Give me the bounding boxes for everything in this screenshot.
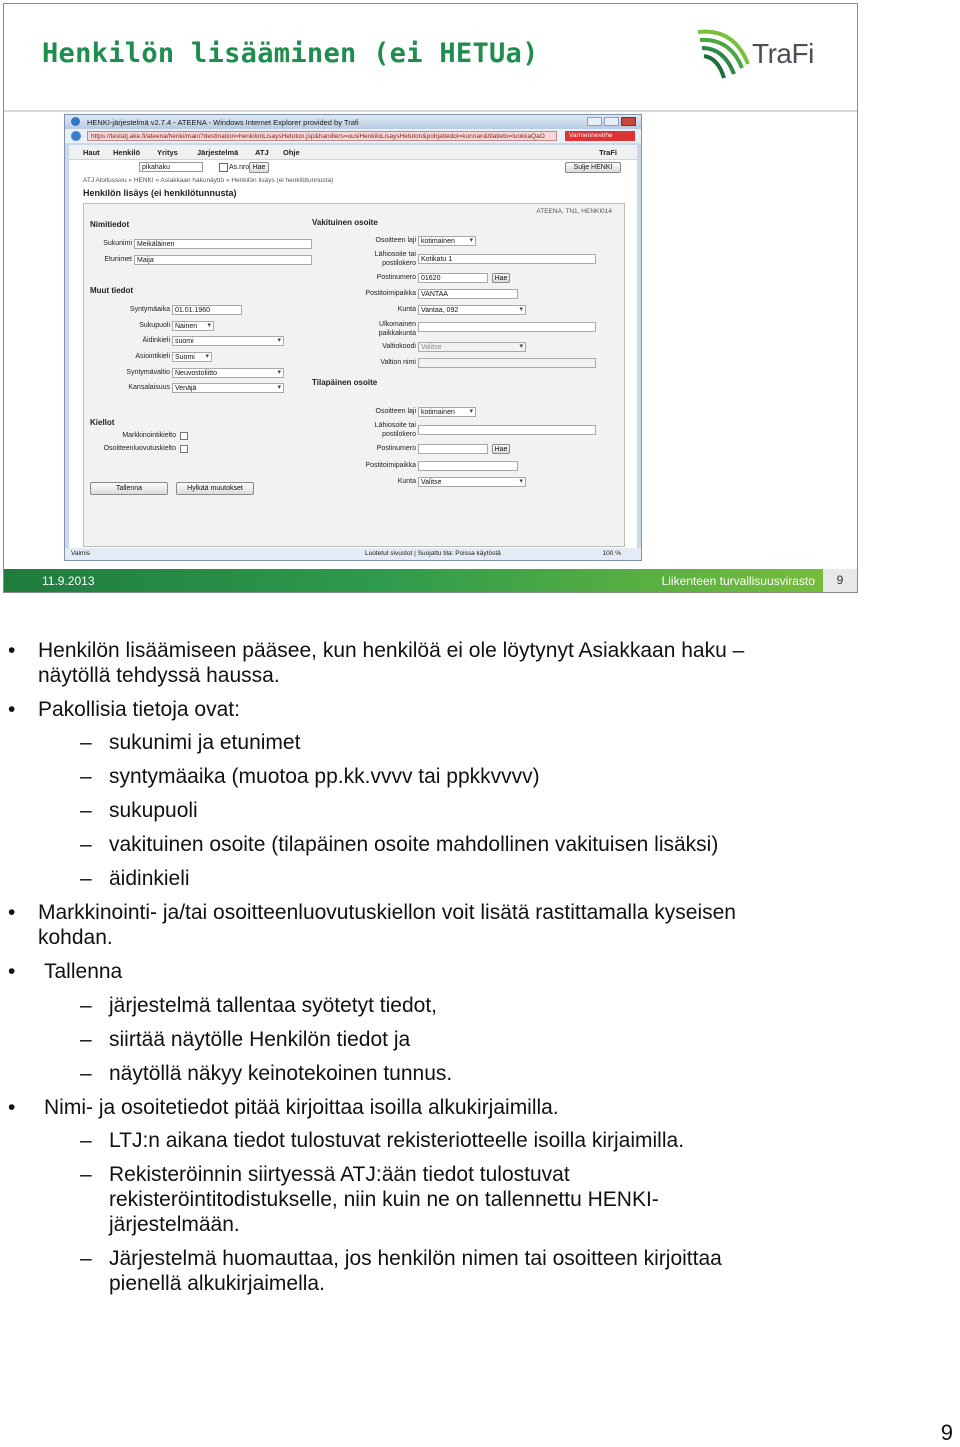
section-kiellot: Kiellot [90, 418, 115, 427]
screen-id: ATEENA, TN1, HENKI014 [536, 208, 612, 215]
note-bullet-4 [8, 959, 828, 984]
menu-atj[interactable]: ATJ [255, 148, 269, 157]
browser-page [69, 145, 637, 548]
footer-page-number: 9 [823, 569, 857, 592]
vak-laji-select[interactable]: kotimainen ▾ [418, 236, 476, 246]
quick-search-button[interactable]: Hae [249, 162, 269, 173]
note-text: Henkilön lisäämiseen pääsee, kun henkilöä ei ole löytynyt Asiakkaan haku – näytöllä tehdyssä haussa. [38, 639, 745, 687]
note-bullet-2 [8, 697, 828, 722]
breadcrumb: ATJ Aloitussivu » HENKI » Asiakkaan hakunäyttö » Henkilön lisäys (ei henkilötunnusta) [83, 177, 334, 184]
osoitteenluovutuskielto-checkbox[interactable] [180, 445, 188, 453]
til-postinumero-input[interactable] [418, 444, 488, 454]
footer-date: 11.9.2013 [42, 574, 95, 588]
note-subitem: – äidinkieli [80, 867, 190, 890]
browser-titlebar [65, 115, 641, 129]
ie-icon [71, 117, 80, 126]
vak-ulkomainen-input[interactable] [418, 322, 596, 332]
close-henki-button[interactable]: Sulje HENKI [565, 162, 621, 173]
bullet-marker: • [8, 901, 16, 924]
note-subitem: – Rekisteröinnin siirtyessä ATJ:ään tiedot tulostuvat rekisteröintitodistukselle, niin kuin ne on tallennettu HENKI- järjestelmään. [80, 1163, 659, 1236]
note-subitem: – näytöllä näkyy keinotekoinen tunnus. [80, 1062, 453, 1085]
vak-ulkomainen-label: Ulkomainen paikkakunta [378, 321, 416, 337]
syntymavaltio-select[interactable]: Neuvostoliitto ▾ [172, 368, 284, 378]
back-icon[interactable] [71, 131, 81, 141]
menu-henkilo[interactable]: Henkilö [113, 148, 141, 157]
note-subitem: – LTJ:n aikana tiedot tulostuvat rekisteriotteelle isoilla kirjaimilla. [80, 1129, 685, 1152]
menu-jarjestelma[interactable]: Järjestelmä [197, 148, 239, 157]
person-form [83, 203, 625, 547]
note-subitem: – sukupuoli [80, 799, 198, 822]
til-postitoimipaikka-label: Postitoimipaikka [365, 462, 416, 469]
address-bar [65, 129, 641, 143]
url-input[interactable]: https://testatj.ake.fi/ateena/henki/main?destination=henkilonLisaysHetuton.jsp&handlers=uusiHenkiloLisaysHetuton&pohjatiedot=kunnan&tilatieto=luokkaQaO [87, 131, 557, 141]
trafi-logo [694, 26, 834, 82]
kansalaisuus-label: Kansalaisuus [128, 384, 170, 391]
til-kunta-select[interactable]: Valitse ▾ [418, 477, 526, 487]
bullet-marker: • [8, 698, 16, 721]
section-nimitiedot: Nimitiedot [90, 220, 130, 229]
footer-agency: Liikenteen turvallisuusvirasto [661, 574, 815, 588]
aidinkieli-select[interactable]: suomi ▾ [172, 336, 284, 346]
app-menubar [69, 145, 637, 160]
bullet-marker: • [8, 960, 16, 983]
vak-kunta-select[interactable]: Vantaa, 092 ▾ [418, 305, 526, 315]
syntymaaika-input[interactable]: 01.01.1960 [172, 305, 242, 315]
security-zone: Luotetut sivustot | Suojattu tila: Poissa käytöstä [365, 550, 501, 557]
osoitteenluovutuskielto-label: Osoitteenluovutuskielto [103, 445, 176, 452]
bullet-marker: • [8, 639, 16, 662]
vak-lahiosoite-input[interactable]: Kotikatu 1 [418, 254, 596, 264]
page-heading: Henkilön lisäys (ei henkilötunnusta) [83, 188, 237, 198]
asnro-checkbox[interactable] [219, 163, 228, 172]
vak-postitoimipaikka-input[interactable]: VANTAA [418, 289, 518, 299]
til-laji-select[interactable]: kotimainen ▾ [418, 407, 476, 417]
vak-lahiosoite-label: Lähiosoite tai postilokero [374, 251, 416, 267]
vak-valtion-nimi-label: Valtion nimi [380, 359, 416, 366]
note-text: Markkinointi- ja/tai osoitteenluovutuskiellon voit lisätä rastittamalla kyseisen kohdan. [38, 901, 736, 949]
note-subitem: – syntymäaika (muotoa pp.kk.vvvv tai ppkkvvvv) [80, 765, 540, 788]
logo-text: TraFi [752, 38, 814, 69]
section-vakituinen-osoite: Vakituinen osoite [312, 218, 378, 227]
trafi-mini-logo: TraFi [599, 148, 617, 157]
zoom-level[interactable]: 100 % [602, 550, 621, 557]
window-controls [585, 117, 637, 127]
slide-footer [4, 569, 857, 592]
vak-laji-label: Osoitteen laji [375, 237, 416, 244]
vak-postinumero-input[interactable]: 01620 [418, 273, 488, 283]
til-laji-label: Osoitteen laji [375, 408, 416, 415]
minimize-button[interactable] [587, 117, 602, 126]
til-lahiosoite-input[interactable] [418, 425, 596, 435]
browser-window [64, 114, 642, 561]
section-muut-tiedot: Muut tiedot [90, 286, 134, 295]
vak-hae-button[interactable]: Hae [492, 273, 510, 283]
vak-kunta-label: Kunta [397, 306, 416, 313]
sukupuoli-label: Sukupuoli [139, 322, 170, 329]
syntymavaltio-label: Syntymävaltio [126, 369, 170, 376]
etunimet-label: Etunimet [104, 256, 132, 263]
etunimet-input[interactable]: Maija [134, 255, 312, 265]
slide-title: Henkilön lisääminen (ei HETUa) [42, 38, 539, 69]
note-text: Pakollisia tietoja ovat: [38, 698, 240, 721]
vak-valtiokoodi-select[interactable]: Valitse ▾ [418, 342, 526, 352]
aidinkieli-label: Äidinkieli [142, 337, 170, 344]
note-text: Tallenna [44, 960, 123, 983]
close-window-button[interactable] [621, 117, 636, 126]
asnro-label: As.nro [229, 164, 250, 171]
browser-title: HENKI-järjestelmä v2.7.4 - ATEENA - Windows Internet Explorer provided by Trafi [87, 118, 359, 127]
syntymaaika-label: Syntymäaika [129, 306, 170, 313]
save-button[interactable]: Tallenna [90, 482, 168, 495]
til-kunta-label: Kunta [397, 478, 416, 485]
vak-postinumero-label: Postinumero [376, 274, 416, 281]
browser-statusbar [65, 548, 641, 560]
status-text: Valmis [71, 550, 91, 557]
trafi-swoosh-icon [694, 26, 754, 82]
menu-haut[interactable]: Haut [83, 148, 100, 157]
note-subitem: – vakituinen osoite (tilapäinen osoite mahdollinen vakituisen lisäksi) [80, 833, 719, 856]
note-subitem: – järjestelmä tallentaa syötetyt tiedot, [80, 994, 438, 1017]
til-hae-button[interactable]: Hae [492, 444, 510, 454]
markkinointikielto-checkbox[interactable] [180, 432, 188, 440]
slide [3, 3, 858, 593]
vak-valtiokoodi-label: Valtiokoodi [382, 343, 416, 350]
note-subitem: – siirtää näytölle Henkilön tiedot ja [80, 1028, 411, 1051]
title-divider [4, 110, 857, 112]
quick-search [83, 162, 623, 174]
quick-search-input[interactable]: pikahaku [139, 162, 203, 172]
certificate-error-badge[interactable]: Varmennevirhe [565, 131, 635, 141]
bullet-marker: • [8, 1096, 16, 1119]
asiointikieli-select[interactable]: Suomi ▾ [172, 352, 212, 362]
note-bullet-3 [8, 900, 828, 950]
menu-yritys[interactable]: Yritys [157, 148, 178, 157]
til-lahiosoite-label: Lähiosoite tai postilokero [374, 422, 416, 438]
vak-valtion-nimi-input[interactable] [418, 358, 596, 368]
markkinointikielto-label: Markkinointikielto [122, 432, 176, 439]
maximize-button[interactable] [604, 117, 619, 126]
asiointikieli-label: Asiointikieli [135, 353, 170, 360]
note-text: Nimi- ja osoitetiedot pitää kirjoittaa isoilla alkukirjaimilla. [44, 1096, 559, 1119]
sukunimi-label: Sukunimi [103, 240, 132, 247]
kansalaisuus-select[interactable]: Venäjä ▾ [172, 383, 284, 393]
til-postitoimipaikka-input[interactable] [418, 461, 518, 471]
section-tilapainen-osoite: Tilapäinen osoite [312, 378, 378, 387]
sukunimi-input[interactable]: Meikäläinen [134, 239, 312, 249]
vak-postitoimipaikka-label: Postitoimipaikka [365, 290, 416, 297]
menu-ohje[interactable]: Ohje [283, 148, 300, 157]
sukupuoli-select[interactable]: Nainen ▾ [172, 321, 214, 331]
page-number: 9 [940, 1420, 953, 1445]
note-bullet-1 [8, 638, 828, 688]
note-subitem: – sukunimi ja etunimet [80, 731, 301, 754]
note-bullet-5 [8, 1095, 828, 1120]
til-postinumero-label: Postinumero [376, 445, 416, 452]
note-subitem: – Järjestelmä huomauttaa, jos henkilön nimen tai osoitteen kirjoittaa pienellä alkukirjaimella. [80, 1247, 722, 1295]
reject-changes-button[interactable]: Hylkää muutokset [176, 482, 254, 495]
